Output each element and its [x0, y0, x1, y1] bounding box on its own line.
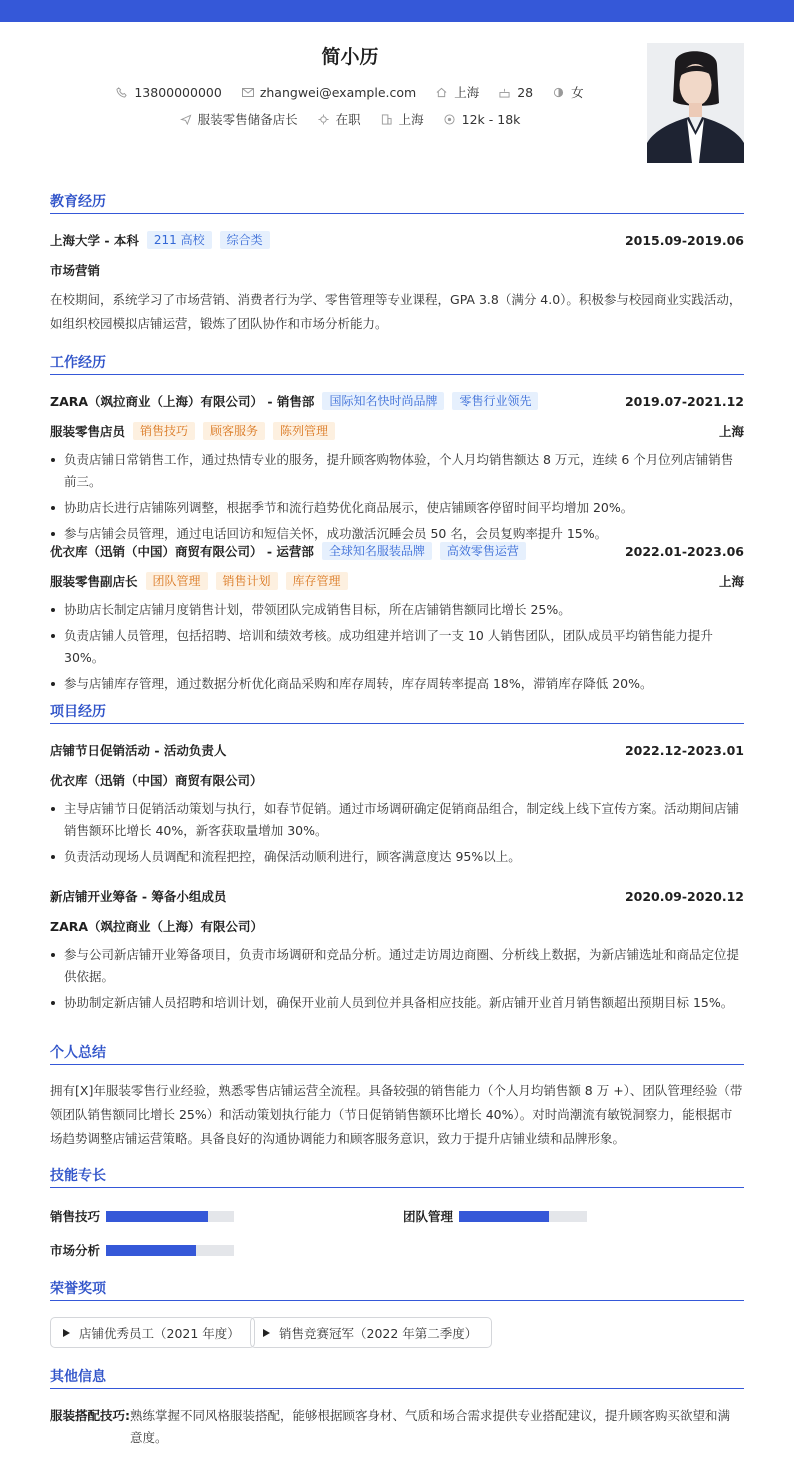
education-section — [50, 192, 744, 331]
phone-item — [116, 85, 221, 100]
education-tag: 综合类 — [220, 231, 270, 249]
list-item: 参与店铺会员管理，通过电话回访和短信关怀，成功激活沉睡会员 50 名，会员复购率提升 15%。 — [50, 523, 744, 545]
other-item — [50, 1405, 744, 1449]
project-period: 2020.09-2020.12 — [624, 888, 744, 904]
summary-title: 个人总结 — [50, 1043, 744, 1065]
skill-tag: 销售计划 — [216, 572, 278, 590]
project-header-row — [50, 887, 744, 905]
summary-text: 拥有[X]年服装零售行业经验，熟悉零售店铺运营全流程。具备较强的销售能力（个人月均销售额 8 万 +）、团队管理经验（带领团队销售额同比增长 25%）和活动策划执行能力（节日促销销售额环比增长 40%）。对时尚潮流有敏锐洞察力，能根据市场趋势调整店铺运营策略。具备良好的沟通协调能力和顾客服务意识，致力于提升店铺业绩和品牌形象。 — [50, 1083, 743, 1146]
job-period: 2022.01-2023.06 — [624, 543, 744, 559]
phone-text: 13800000000 — [134, 84, 222, 100]
list-item: 协助店长进行店铺陈列调整，根据季节和流行趋势优化商品展示，使店铺顾客停留时间平均增加 20%。 — [50, 497, 744, 519]
mail-icon — [242, 87, 253, 98]
job-bullets — [50, 599, 744, 699]
list-item: 协助制定新店铺人员招聘和培训计划，确保开业前人员到位并具备相应技能。新店铺开业首月销售额超出预期目标 15%。 — [50, 992, 744, 1014]
skill-name: 市场分析 — [50, 1243, 101, 1258]
skill-name: 团队管理 — [403, 1209, 454, 1224]
project-bullets — [50, 944, 744, 1018]
list-item: 参与公司新店铺开业筹备项目，负责市场调研和竞品分析。通过走访周边商圈、分析线上数据，为新店铺选址和商品定位提供依据。 — [50, 944, 744, 988]
award-text: 销售竞赛冠军（2022 年第二季度） — [279, 1325, 478, 1341]
city-text: 上海 — [454, 85, 480, 100]
status-item — [318, 110, 361, 128]
skill-bar-fill — [459, 1211, 549, 1222]
contact-info-row — [50, 83, 650, 101]
job-position-row — [50, 422, 744, 440]
awards-list — [50, 1317, 744, 1349]
award-item — [250, 1317, 492, 1348]
other-section — [50, 1367, 744, 1445]
skill-item — [50, 1207, 234, 1225]
education-tag: 211 高校 — [147, 231, 212, 249]
age-icon — [499, 87, 510, 98]
salary-text: 12k - 18k — [461, 111, 521, 127]
gender-item — [553, 83, 584, 101]
job-bullets — [50, 449, 744, 549]
project-company: ZARA（飒拉商业（上海）有限公司） — [50, 919, 264, 934]
award-item — [50, 1317, 255, 1348]
skill-tag: 顾客服务 — [203, 422, 265, 440]
target-city-text: 上海 — [398, 112, 424, 127]
other-key: 服装搭配技巧: — [50, 1408, 130, 1423]
project-section — [50, 702, 744, 1010]
work-title: 工作经历 — [50, 353, 744, 375]
education-period: 2015.09-2019.06 — [624, 232, 744, 248]
gender-text: 女 — [571, 85, 584, 100]
salary-icon — [444, 114, 455, 125]
job-location: 上海 — [718, 424, 744, 439]
target-job-item — [180, 110, 298, 128]
project-header-row — [50, 741, 744, 759]
school-name: 上海大学 - 本科 — [50, 233, 139, 248]
job-period: 2019.07-2021.12 — [624, 393, 744, 409]
skill-bar-fill — [106, 1211, 208, 1222]
list-item: 协助店长制定店铺月度销售计划，带领团队完成销售目标，所在店铺销售额同比增长 25%。 — [50, 599, 744, 621]
work-section — [50, 353, 744, 691]
phone-icon — [116, 87, 127, 98]
candidate-name: 简小历 — [321, 46, 379, 68]
company-name: ZARA（飒拉商业（上海）有限公司） - 销售部 — [50, 394, 315, 409]
company-name: 优衣库（迅销（中国）商贸有限公司） - 运营部 — [50, 544, 314, 559]
top-accent-bar — [0, 0, 794, 22]
skill-bar — [459, 1211, 587, 1222]
company-tag: 高效零售运营 — [440, 542, 526, 560]
skill-tag: 团队管理 — [146, 572, 208, 590]
city-item — [436, 83, 479, 101]
profile-photo — [647, 43, 744, 163]
triangle-right-icon — [63, 1329, 70, 1337]
home-icon — [436, 87, 447, 98]
list-item: 负责活动现场人员调配和流程把控，确保活动顺利进行，顾客满意度达 95%以上。 — [50, 846, 744, 868]
status-icon — [318, 114, 329, 125]
project-company-row — [50, 771, 744, 789]
summary-section — [50, 1043, 744, 1146]
awards-title: 荣誉奖项 — [50, 1279, 744, 1301]
email-item — [242, 85, 416, 100]
skill-bar-fill — [106, 1245, 196, 1256]
project-name: 新店铺开业筹备 - 筹备小组成员 — [50, 889, 227, 904]
award-text: 店铺优秀员工（2021 年度） — [79, 1325, 240, 1341]
education-header-row — [50, 231, 744, 249]
salary-item — [444, 112, 521, 127]
list-item: 参与店铺库存管理，通过数据分析优化商品采购和库存周转，库存周转率提高 18%，滞销库存降低 20%。 — [50, 673, 744, 695]
age-item — [499, 85, 533, 100]
education-description: 在校期间，系统学习了市场营销、消费者行为学、零售管理等专业课程，GPA 3.8（满分 4.0）。积极参与校园商业实践活动，如组织校园模拟店铺运营，锻炼了团队协作和市场分析能力。 — [50, 292, 742, 331]
send-icon — [180, 114, 191, 125]
skill-bar — [106, 1245, 234, 1256]
skill-item — [403, 1207, 587, 1225]
awards-section — [50, 1279, 744, 1341]
other-value: 熟练掌握不同风格服装搭配，能够根据顾客身材、气质和场合需求提供专业搭配建议，提升顾客购买欲望和满意度。 — [130, 1408, 731, 1445]
company-tag: 全球知名服装品牌 — [322, 542, 432, 560]
job-header-row — [50, 392, 744, 410]
company-tag: 零售行业领先 — [452, 392, 538, 410]
skill-tag: 陈列管理 — [273, 422, 335, 440]
list-item: 负责店铺人员管理，包括招聘、培训和绩效考核。成功组建并培训了一支 10 人销售团队，团队成员平均销售能力提升 30%。 — [50, 625, 744, 669]
project-title: 项目经历 — [50, 702, 744, 724]
project-bullets — [50, 798, 744, 872]
list-item: 主导店铺节日促销活动策划与执行，如春节促销。通过市场调研确定促销商品组合，制定线上线下宣传方案。活动期间店铺销售额环比增长 40%，新客获取量增加 30%。 — [50, 798, 744, 842]
other-title: 其他信息 — [50, 1367, 744, 1389]
job-location: 上海 — [718, 574, 744, 589]
building-icon — [381, 114, 392, 125]
resume-header — [50, 22, 744, 172]
job-position-row — [50, 572, 744, 590]
skill-tag: 销售技巧 — [133, 422, 195, 440]
gender-icon — [553, 87, 564, 98]
skills-title: 技能专长 — [50, 1166, 744, 1188]
target-city-item — [381, 110, 424, 128]
skill-tag: 库存管理 — [286, 572, 348, 590]
status-text: 在职 — [335, 112, 361, 127]
project-company-row — [50, 917, 744, 935]
age-text: 28 — [517, 84, 534, 100]
major-name: 市场营销 — [50, 263, 101, 278]
skill-name: 销售技巧 — [50, 1209, 101, 1224]
job-header-row — [50, 542, 744, 560]
email-text: zhangwei@example.com — [259, 84, 417, 100]
project-name: 店铺节日促销活动 - 活动负责人 — [50, 743, 227, 758]
skill-bar — [106, 1211, 234, 1222]
position-name: 服装零售副店长 — [50, 574, 138, 589]
target-job-text: 服装零售储备店长 — [197, 112, 298, 127]
skills-section — [50, 1166, 744, 1266]
company-tag: 国际知名快时尚品牌 — [322, 392, 444, 410]
skill-item — [50, 1241, 234, 1259]
triangle-right-icon — [263, 1329, 270, 1337]
project-company: 优衣库（迅销（中国）商贸有限公司） — [50, 773, 263, 788]
major-row — [50, 261, 744, 279]
list-item: 负责店铺日常销售工作，通过热情专业的服务，提升顾客购物体验，个人月均销售额达 8 万元，连续 6 个月位列店铺销售前三。 — [50, 449, 744, 493]
education-title: 教育经历 — [50, 192, 744, 214]
job-intent-row — [50, 110, 650, 128]
position-name: 服装零售店员 — [50, 424, 126, 439]
project-period: 2022.12-2023.01 — [624, 742, 744, 758]
